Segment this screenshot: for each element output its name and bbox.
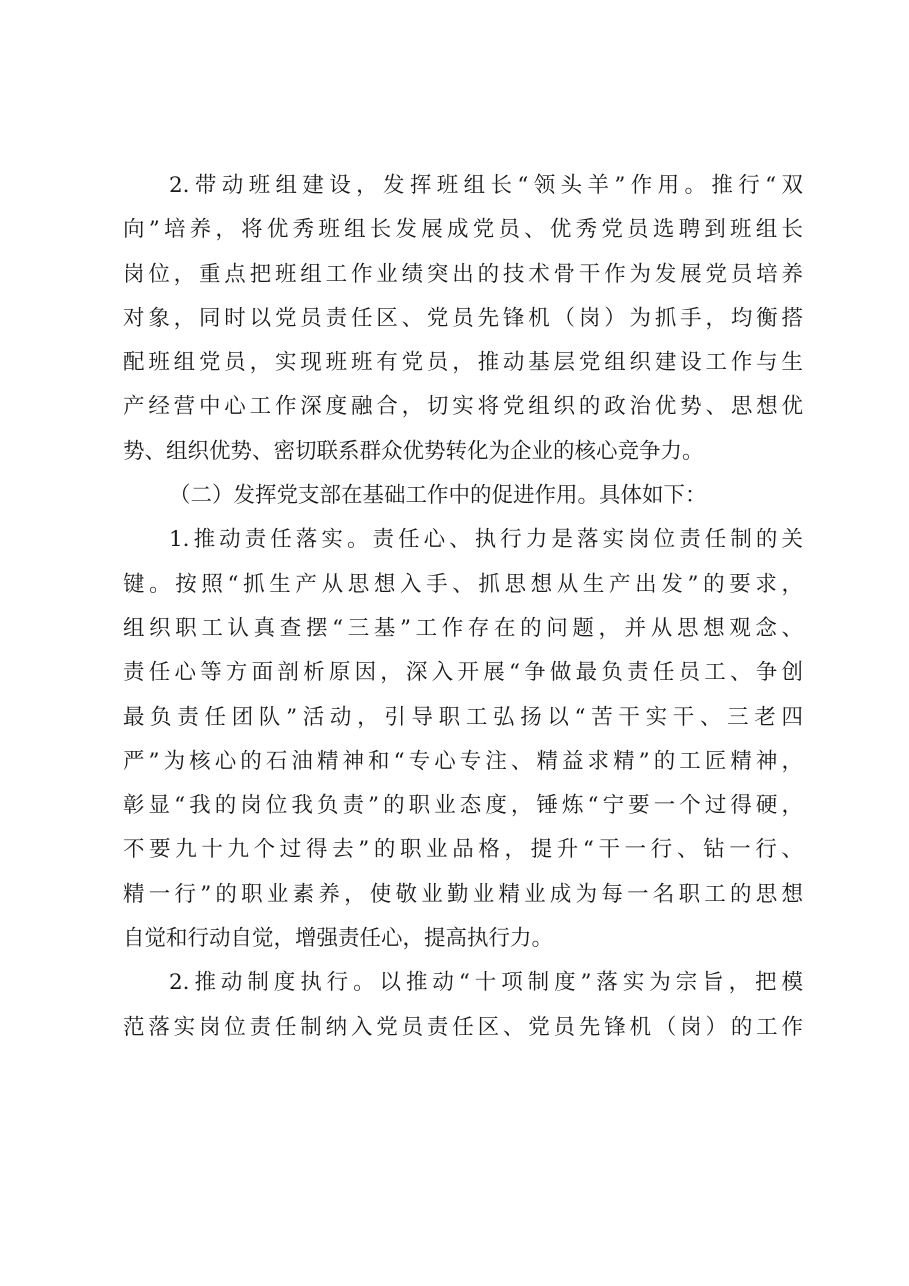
paragraph-line: 组织职工认真查摆“三基”工作存在的问题，并从思想观念、 bbox=[123, 615, 803, 641]
paragraph-line: 对象，同时以党员责任区、党员先锋机（岗）为抓手，均衡搭 bbox=[123, 305, 803, 331]
paragraph-line: 势、组织优势、密切联系群众优势转化为企业的核心竞争力。 bbox=[123, 438, 704, 464]
paragraph-line: 自觉和行动自觉，增强责任心，提高执行力。 bbox=[123, 926, 554, 952]
paragraph-line: 最负责任团队”活动，引导职工弘扬以“苦干实干、三老四 bbox=[123, 704, 803, 730]
section-heading: （二）发挥党支部在基础工作中的促进作用。具体如下： bbox=[169, 483, 707, 509]
paragraph-line: 2.推动制度执行。以推动“十项制度”落实为宗旨，把模 bbox=[169, 970, 803, 996]
paragraph-line: 产经营中心工作深度融合，切实将党组织的政治优势、思想优 bbox=[123, 394, 803, 420]
paragraph-line: 向”培养，将优秀班组长发展成党员、优秀党员选聘到班组长 bbox=[123, 217, 803, 243]
paragraph-line: 范落实岗位责任制纳入党员责任区、党员先锋机（岗）的工作 bbox=[123, 1014, 803, 1040]
paragraph-line: 严”为核心的石油精神和“专心专注、精益求精”的工匠精神， bbox=[123, 748, 803, 774]
paragraph-line: 责任心等方面剖析原因，深入开展“争做最负责任员工、争创 bbox=[123, 660, 803, 686]
paragraph-line: 不要九十九个过得去”的职业品格，提升“干一行、钻一行、 bbox=[123, 837, 803, 863]
paragraph-line: 彰显“我的岗位我负责”的职业态度，锤炼“宁要一个过得硬， bbox=[123, 793, 803, 819]
paragraph-line: 1.推动责任落实。责任心、执行力是落实岗位责任制的关 bbox=[169, 527, 803, 553]
paragraph-line: 键。按照“抓生产从思想入手、抓思想从生产出发”的要求， bbox=[123, 571, 803, 597]
paragraph-line: 2.带动班组建设，发挥班组长“领头羊”作用。推行“双 bbox=[169, 173, 803, 198]
paragraph-line: 岗位，重点把班组工作业绩突出的技术骨干作为发展党员培养 bbox=[123, 261, 803, 287]
paragraph-line: 精一行”的职业素养，使敬业勤业精业成为每一名职工的思想 bbox=[123, 881, 803, 907]
paragraph-line: 配班组党员，实现班班有党员，推动基层党组织建设工作与生 bbox=[123, 350, 803, 376]
document-body bbox=[123, 164, 803, 1050]
